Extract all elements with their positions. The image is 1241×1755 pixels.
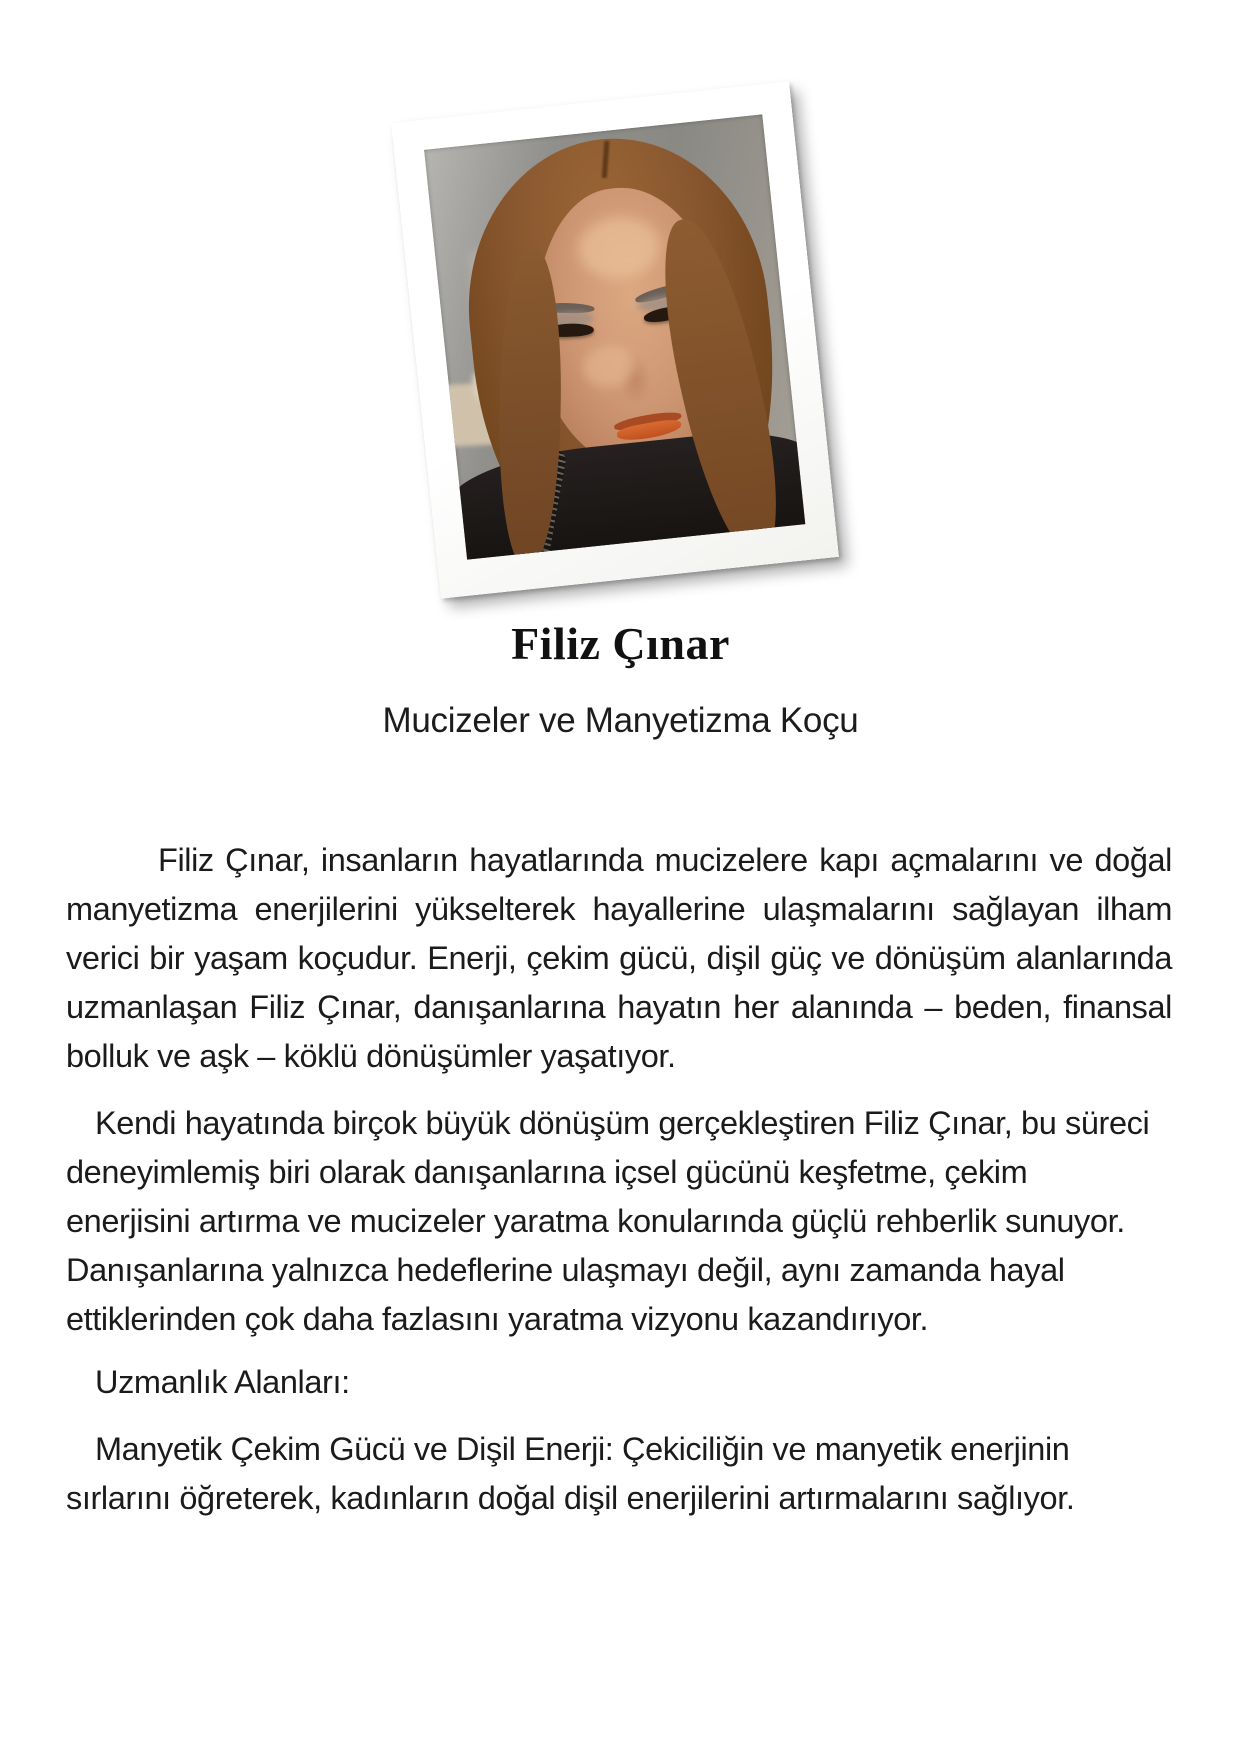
portrait-photo-frame <box>391 81 839 598</box>
paragraph-intro: Filiz Çınar, insanların hayatlarında mucizelere kapı açmalarını ve doğal manyetizma enerjilerini yükselterek hayallerine ulaşmalarını sağlayan ilham verici bir yaşam koçudur. Enerji, çekim gücü, dişil güç ve dönüşüm alanlarında uzmanlaşan Filiz Çınar, danışanlarına hayatın her alanında – beden, finansal bolluk ve aşk – köklü dönüşümler yaşatıyor. <box>66 842 1172 1074</box>
portrait-photo <box>424 114 805 559</box>
body-text-column <box>66 836 1172 1523</box>
page-title: Filiz Çınar <box>511 618 730 669</box>
section-heading-specialties: Uzmanlık Alanları: <box>95 1364 350 1400</box>
page-subtitle: Mucizeler ve Manyetizma Koçu <box>382 701 859 740</box>
paragraph-specialty: Manyetik Çekim Gücü ve Dişil Enerji: Çekiciliğin ve manyetik enerjinin sırlarını öğreterek, kadınların doğal dişil enerjilerini artırmalarını sağlıyor. <box>66 1431 1075 1516</box>
paragraph-experience: Kendi hayatında birçok büyük dönüşüm gerçekleştiren Filiz Çınar, bu süreci deneyimlemiş biri olarak danışanlarına içsel gücünü keşfetme, çekim enerjisini artırma ve mucizeler yaratma konularında güçlü rehberlik sunuyor. Danışanlarına yalnızca hedeflerine ulaşmayı değil, aynı zamanda hayal ettiklerinden çok daha fazlasını yaratma vizyonu kazandırıyor. <box>66 1105 1150 1337</box>
